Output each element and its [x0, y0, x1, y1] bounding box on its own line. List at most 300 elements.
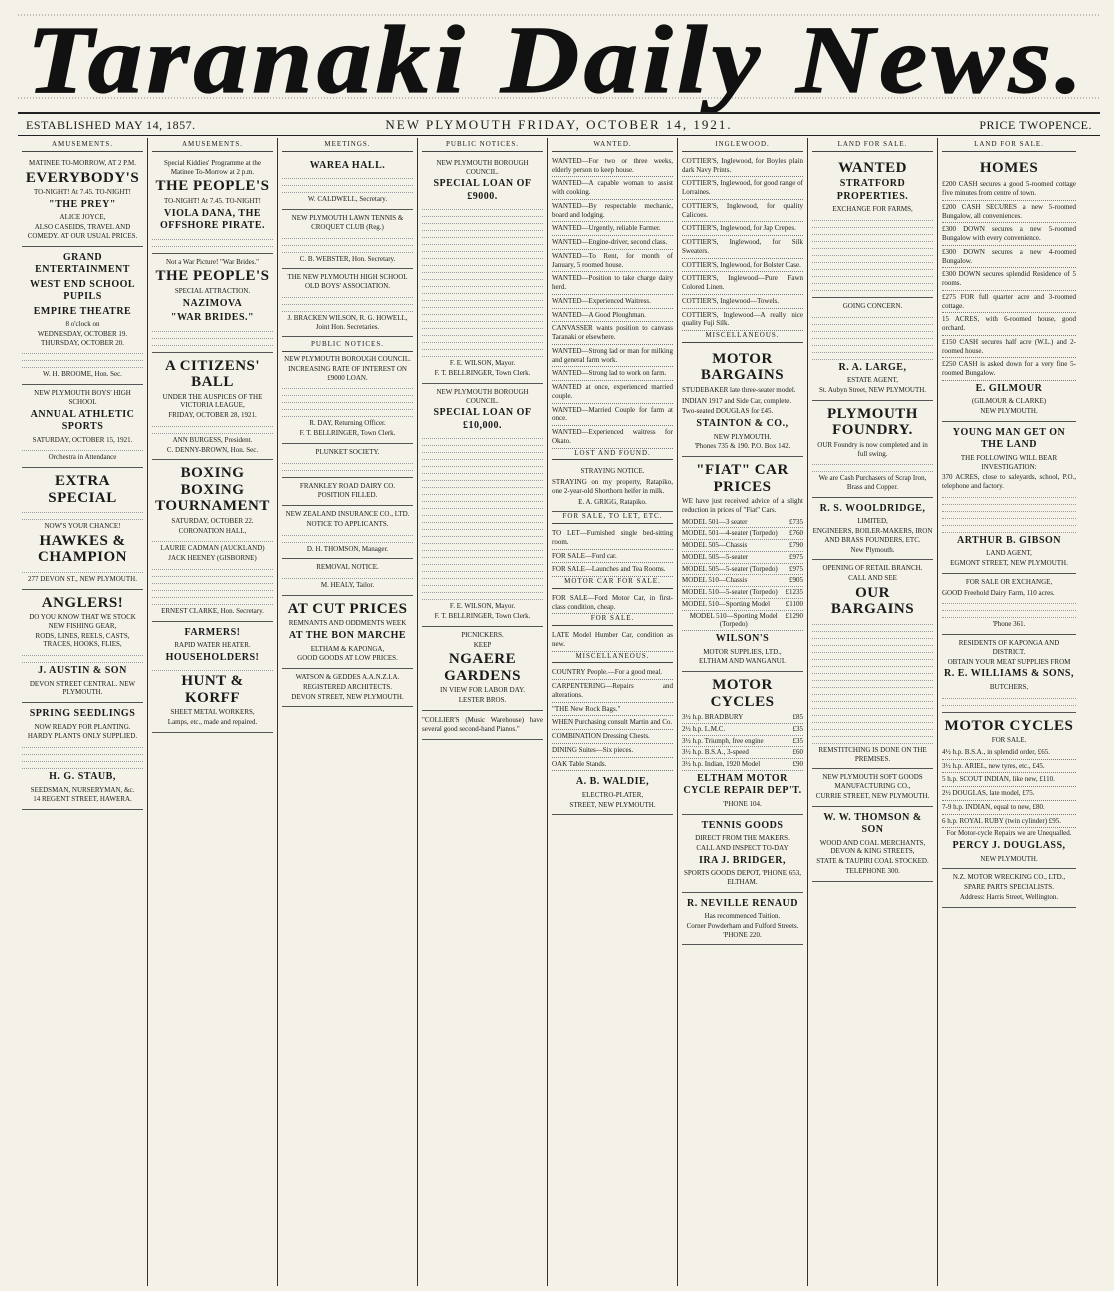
boxing-tournament-ad	[152, 460, 273, 621]
list-item: CARPENTERING—Repairs and alterations.	[552, 680, 673, 703]
neville-renaud-ad	[682, 893, 803, 946]
columns	[18, 138, 1100, 1286]
ad-line: IN VIEW FOR LABOR DAY.	[439, 686, 526, 695]
model-price: £735	[789, 517, 803, 526]
section-heading: LOST AND FOUND.	[552, 449, 673, 461]
ad-line: GOOD Freehold Dairy Farm, 110 acres.	[942, 588, 1055, 597]
list-item: WHEN Purchasing consult Martin and Co.	[552, 716, 673, 730]
ad-line: "THE PREY"	[49, 198, 116, 210]
price-row	[682, 540, 803, 552]
ad-line: EGMONT STREET, NEW PLYMOUTH.	[950, 559, 1068, 567]
list-item: TO LET—Furnished single bed-sitting room.	[552, 527, 673, 550]
ad-line: REGISTERED ARCHITECTS.	[302, 682, 393, 691]
ad-line: F. T. BELLRINGER, Town Clerk.	[434, 369, 531, 377]
price-row	[682, 528, 803, 540]
list-item: £200 CASH SECURES a new 5-roomed Bungalow, all conveniences.	[942, 201, 1076, 224]
model-name: MODEL 510—Chassis	[682, 576, 748, 585]
section-heading: MISCELLANEOUS.	[552, 652, 673, 664]
model-price: £35	[792, 724, 803, 733]
ad-title: STAINTON & CO.,	[696, 418, 789, 429]
ad-title: WILSON'S	[715, 633, 770, 644]
ad-line: J. BRACKEN WILSON, R. G. HOWELL, Joint Hon. Secretaries.	[287, 313, 408, 331]
ad-title: EVERYBODY'S	[25, 169, 140, 186]
ad-line: WEDNESDAY, OCTOBER 19. THURSDAY, OCTOBER 20.	[37, 329, 128, 347]
model-price: £975	[789, 552, 803, 561]
wanted-list	[552, 155, 673, 449]
list-item: WANTED—A capable woman to assist with cooking.	[552, 177, 673, 200]
ad-line: TELEPHONE 300.	[845, 866, 900, 875]
ad-line: NOW READY FOR PLANTING.	[34, 722, 131, 731]
ad-line: 'Phone 361.	[992, 620, 1026, 629]
ad-title: WANTED	[838, 159, 907, 176]
established-date: ESTABLISHED MAY 14, 1857.	[26, 118, 196, 132]
column-heading: LAND FOR SALE.	[942, 140, 1076, 152]
ad-title: THE NEW PLYMOUTH HIGH SCHOOL OLD BOYS' ASSOCIATION.	[287, 273, 408, 290]
ad-line: ANN BURGESS, President.	[172, 435, 253, 444]
thomson-coal-ad	[812, 807, 933, 882]
ad-line: 8 o'clock on	[65, 320, 100, 328]
ad-line: HARDY PLANTS ONLY SUPPLIED.	[27, 732, 138, 741]
ad-line: NOTICE TO APPLICANTS.	[306, 519, 389, 528]
price-row	[682, 736, 803, 748]
model-price: £760	[789, 529, 803, 538]
ad-line: D. H. THOMSON, Manager.	[306, 544, 389, 553]
ad-line: SATURDAY, OCTOBER 15, 1921.	[32, 435, 133, 444]
list-item: WANTED—Experienced waitress for Okato.	[552, 426, 673, 449]
column-1	[18, 138, 148, 1286]
price-row	[682, 552, 803, 564]
ad-title: A. B. WALDIE,	[575, 776, 650, 788]
kaponga-butchers-ad	[942, 635, 1076, 713]
ad-title: R. E. WILLIAMS & SONS,	[943, 668, 1074, 680]
column-heading: PUBLIC NOTICES.	[422, 140, 543, 152]
ad-line: ELTHAM AND WANGANUI.	[699, 657, 786, 666]
ad-line: RESIDENTS OF KAPONGA AND DISTRICT.	[958, 639, 1060, 656]
list-item: WANTED—Married Couple for farm at once.	[552, 404, 673, 427]
model-name: MODEL 510—Sporting Model (Torpedo)	[689, 611, 778, 629]
ad-line: MATINEE TO-MORROW, AT 2 P.M.	[29, 158, 136, 167]
price-row	[682, 517, 803, 529]
ad-line: 14 REGENT STREET, HAWERA.	[33, 795, 132, 804]
column-3	[278, 138, 418, 1286]
ad-title: THE PEOPLE'S	[155, 268, 270, 285]
ad-line: F. E. WILSON, Mayor.	[449, 602, 516, 611]
ad-line: ALSO CASEIDS, TRAVEL AND COMEDY. AT OUR USUAL PRICES.	[27, 223, 138, 240]
athletic-sports-ad	[22, 385, 143, 468]
ad-line: NAZIMOVA	[182, 297, 243, 309]
ad-line: REMNANTS AND ODDMENTS WEEK	[288, 619, 407, 628]
column-heading: AMUSEMENTS.	[22, 140, 143, 152]
ad-line: UNDER THE AUSPICES OF THE VICTORIA LEAGUE,	[162, 392, 263, 410]
section-heading: MISCELLANEOUS.	[682, 331, 803, 343]
ad-line: TO-NIGHT! At 7.45. TO-NIGHT!	[33, 188, 131, 196]
ad-line: MOTOR SUPPLIES, LTD.,	[703, 647, 782, 656]
ad-line: CURRIE STREET, NEW PLYMOUTH.	[815, 791, 930, 800]
list-item: 3½ h.p. ARIEL, new tyres, etc., £45.	[942, 760, 1076, 774]
model-price: £1290	[785, 611, 803, 620]
model-price: £85	[792, 713, 803, 721]
ad-line: BUTCHERS,	[989, 682, 1029, 691]
list-item: 15 ACRES, with 6-roomed house, good orchard.	[942, 313, 1076, 336]
model-name: 3½ h.p. BRADBURY	[682, 713, 744, 721]
list-item: WANTED—Experienced Waitress.	[552, 295, 673, 309]
list-item: WANTED—A Good Ploughman.	[552, 309, 673, 323]
colliers-pianos-ad	[422, 711, 543, 741]
ad-line: NEW PLYMOUTH.	[980, 854, 1038, 863]
motor-bargains-ad	[682, 346, 803, 457]
ad-line: SPORTS GOODS DEPOT, 'PHONE 653, ELTHAM.	[683, 869, 801, 886]
ad-line: St. Aubyn Street, NEW PLYMOUTH.	[818, 386, 927, 394]
ad-line: KEEP	[473, 640, 492, 649]
watson-geddes-ad	[282, 669, 413, 707]
peoples-ad-2	[152, 254, 273, 353]
nz-insurance-notice	[282, 506, 413, 559]
ad-line: NEW PLYMOUTH.	[980, 407, 1038, 415]
model-price: £35	[792, 736, 803, 745]
masthead	[0, 0, 1114, 112]
ad-title: SPECIAL LOAN OF £9000.	[433, 178, 532, 202]
ad-line: Special Kiddies' Programme at the Matinee To-Morrow at 2 p.m.	[164, 158, 261, 176]
hunt-korff-ad	[152, 622, 273, 733]
column-heading: INGLEWOOD.	[682, 140, 803, 152]
ad-line: SPECIAL ATTRACTION.	[174, 286, 251, 295]
ad-title: THE PEOPLE'S	[155, 178, 270, 195]
column-heading: AMUSEMENTS.	[152, 140, 273, 152]
ad-title: MOTOR CYCLES	[710, 677, 775, 710]
ad-line: NEW PLYMOUTH BOROUGH COUNCIL.	[436, 387, 529, 405]
ad-line: GOOD GOODS AT LOW PRICES.	[297, 654, 398, 663]
ad-line: 370 ACRES, close to saleyards, school, P.O., telephone and factory.	[942, 473, 1076, 490]
ad-line: WEST END SCHOOL PUPILS	[29, 278, 136, 302]
ad-line: EMPIRE THEATRE	[33, 305, 132, 317]
motor-wrecking-ad	[942, 869, 1076, 907]
ad-line: CORONATION HALL,	[178, 526, 247, 535]
price-row	[682, 564, 803, 576]
ad-line: W. CALDWELL, Secretary.	[307, 195, 388, 204]
ad-line: STRATFORD PROPERTIES.	[836, 178, 909, 202]
ad-title: REMOVAL NOTICE.	[316, 563, 379, 572]
ad-line: Address: Harris Street, Wellington.	[959, 892, 1059, 901]
ad-line: JACK HEENEY (GISBORNE)	[168, 554, 257, 562]
list-item: WANTED—Position to take charge dairy herd.	[552, 272, 673, 295]
model-name: 2½ h.p. L.M.C.	[682, 724, 726, 733]
ad-line: CALL AND SEE	[848, 574, 897, 582]
model-name: 3½ h.p. Triumph, free engine	[682, 736, 764, 745]
ad-line: NEW PLYMOUTH BOROUGH COUNCIL.	[436, 158, 529, 176]
ad-line: H. G. STAUB,	[49, 771, 116, 782]
model-name: MODEL 501—3 seater	[682, 517, 748, 526]
ad-title: ANGLERS!	[41, 594, 124, 611]
ad-line: NOW'S YOUR CHANCE!	[44, 522, 121, 530]
list-item: OAK Table Stands.	[552, 758, 673, 772]
ad-line: Not a War Picture! "War Brides."	[165, 257, 260, 266]
model-price: £90	[792, 760, 803, 768]
ad-line: OBTAIN YOUR MEAT SUPPLIES FROM	[947, 657, 1071, 666]
list-item: £275 FOR full quarter acre and 3-roomed cottage.	[942, 291, 1076, 314]
ad-title: STRAYING NOTICE.	[580, 467, 645, 476]
soft-goods-ad	[812, 769, 933, 806]
ad-line: NEW PLYMOUTH BOYS' HIGH SCHOOL	[34, 389, 131, 406]
column-7	[808, 138, 938, 1286]
ad-line: C. B. WEBSTER, Hon. Secretary.	[299, 254, 396, 263]
list-item: WANTED—Strong lad to work on farm.	[552, 367, 673, 381]
model-name: 3½ h.p. B.S.A., 3-speed	[682, 748, 749, 757]
list-item: COTTIER'S, Inglewood—Towels.	[682, 295, 803, 309]
list-item: COTTIER'S, Inglewood—Pure Fawn Colored Linen.	[682, 272, 803, 295]
ad-line: RODS, LINES, REELS, CASTS, TRACES, HOOKS, FLIES,	[35, 631, 130, 649]
ad-title: MOTOR CYCLES	[944, 717, 1074, 734]
ad-line: R. DAY, Returning Officer.	[309, 419, 386, 428]
ad-line: STRAYING on my property, Ratapiko, one 2-year-old Shorthorn heifer in milk.	[552, 478, 673, 495]
list-item: COTTIER'S, Inglewood—A really nice quality Fuji Silk.	[682, 309, 803, 332]
ad-line: (GILMOUR & CLARKE)	[971, 397, 1047, 406]
ad-line: W. H. BROOME, Hon. Sec.	[43, 370, 122, 379]
model-price: £790	[789, 541, 803, 549]
warea-hall-notice	[282, 155, 413, 210]
ad-line: VIOLA DANA, THE OFFSHORE PIRATE.	[159, 207, 266, 231]
extra-special-ad	[22, 468, 143, 590]
ad-title: NEW ZEALAND INSURANCE CO., LTD.	[285, 510, 410, 518]
ad-line: E. A. GRIGG, Ratapiko.	[578, 497, 647, 506]
ad-title: PLYMOUTH FOUNDRY.	[827, 405, 918, 439]
list-item: FOR SALE—Ford car.	[552, 550, 673, 564]
ad-title: HOMES	[979, 159, 1039, 176]
ad-title: R. NEVILLE RENAUD	[686, 897, 798, 909]
column-heading: WANTED.	[552, 140, 673, 152]
list-item: CANVASSER wants position to canvass Taranaki or elsewhere.	[552, 322, 673, 345]
grand-entertainment-ad	[22, 247, 143, 386]
model-price: £1235	[785, 588, 803, 596]
list-item: COTTIER'S, Inglewood, for quality Calicoes.	[682, 200, 803, 223]
plymouth-foundry-ad	[812, 401, 933, 498]
price-row	[682, 611, 803, 632]
ad-line: ALICE JOYCE,	[59, 213, 106, 222]
ad-line: NEW PLYMOUTH BOROUGH COUNCIL.	[284, 355, 411, 363]
wanted-stratford-ad	[812, 155, 933, 298]
ad-line: 'PHONE 104.	[723, 799, 762, 808]
ad-title: J. AUSTIN & SON	[38, 665, 127, 676]
ad-line: SHEET METAL WORKERS,	[170, 708, 255, 717]
ad-title: BOXING BOXING TOURNAMENT	[155, 465, 270, 515]
list-item: COTTIER'S, Inglewood, for Silk Sweaters.	[682, 236, 803, 259]
model-price: £60	[792, 748, 803, 757]
spring-seedlings-ad	[22, 703, 143, 810]
ad-line: INCREASING RATE OF INTEREST ON £9000 LOAN.	[288, 364, 407, 382]
ad-title: HUNT & KORFF	[181, 673, 244, 706]
ad-line: ESTATE AGENT,	[846, 376, 899, 385]
borough-interest-notice	[282, 337, 413, 444]
ad-line: CALL AND INSPECT TO-DAY	[696, 843, 789, 852]
masthead-graphic	[0, 0, 1114, 112]
everybodys-ad	[22, 155, 143, 247]
bon-marche-ad	[282, 596, 413, 669]
section-heading: MOTOR CAR FOR SALE.	[552, 577, 673, 589]
ad-title: PERCY J. DOUGLASS,	[952, 840, 1066, 851]
list-item: 4½ h.p. B.S.A., in splendid order, £65.	[942, 746, 1076, 760]
ad-title: GOING CONCERN.	[842, 302, 903, 310]
ad-title: A CITIZENS' BALL	[164, 357, 261, 390]
ad-title: "FIAT" CAR PRICES	[696, 462, 789, 495]
ad-line: PICNICKERS.	[461, 630, 504, 639]
ad-line: New Plymouth.	[850, 545, 895, 554]
ad-line: POSITION FILLED.	[317, 491, 378, 500]
ad-line: DIRECT FROM THE MAKERS.	[695, 834, 790, 842]
section-heading: FOR SALE, TO LET, ETC.	[552, 512, 673, 524]
ad-line: ERNEST CLARKE, Hon. Secretary.	[161, 606, 264, 615]
ad-title: ANNUAL ATHLETIC SPORTS	[30, 408, 135, 432]
anglers-ad	[22, 590, 143, 704]
column-8	[938, 138, 1080, 1286]
list-item: COTTIER'S, Inglewood, for Boyles plain dark Navy Prints.	[682, 155, 803, 178]
ad-line: SATURDAY, OCTOBER 22.	[171, 516, 254, 525]
ad-title: PLUNKET SOCIETY.	[315, 447, 380, 456]
ad-line: OUR Foundry is now completed and in full swing.	[817, 440, 928, 458]
model-name: 3½ h.p. Indian, 1920 Model	[682, 760, 761, 768]
cottiers-list	[682, 155, 803, 331]
ad-title: MOTOR BARGAINS	[700, 350, 785, 384]
ad-line: Has recommenced Tuition.	[704, 912, 781, 920]
ngaere-gardens-ad	[422, 627, 543, 711]
special-loan-10000-notice	[422, 384, 543, 627]
ad-line: 277 DEVON ST., NEW PLYMOUTH.	[28, 574, 137, 583]
column-heading: MEETINGS.	[282, 140, 413, 152]
list-item: £150 CASH secures half acre (W.L.) and 2-roomed house.	[942, 336, 1076, 359]
ad-line: STREET, NEW PLYMOUTH.	[569, 800, 656, 809]
frankley-dairy-notice	[282, 478, 413, 507]
ad-line: HOUSEHOLDERS!	[165, 651, 260, 663]
special-loan-9000-notice	[422, 155, 543, 384]
dateline	[18, 112, 1100, 136]
ad-title: OUR BARGAINS	[830, 584, 915, 618]
model-price: £975	[789, 564, 803, 573]
masthead-title: Taranaki Daily News.	[27, 6, 1087, 112]
ad-line: "COLLIER'S (Music Warehouse) have several good second-hand Pianos."	[422, 715, 543, 733]
model-name: MODEL 505—Chassis	[682, 541, 748, 549]
old-boys-notice	[282, 269, 413, 337]
ad-title: YOUNG MAN GET ON THE LAND	[952, 426, 1066, 451]
model-price: £905	[789, 576, 803, 585]
section-heading: FOR SALE.	[552, 614, 673, 626]
douglass-cycles-ad	[942, 713, 1076, 870]
ad-title: ARTHUR B. GIBSON	[956, 534, 1062, 546]
ad-title: R. A. LARGE,	[838, 361, 907, 373]
price-row	[682, 747, 803, 759]
list-item: COTTIER'S, Inglewood, for good range of Lorraines.	[682, 177, 803, 200]
ad-line: TO-NIGHT! At 7.45. TO-NIGHT!	[163, 196, 261, 205]
list-item: WANTED—By respectable mechanic, board and lodging.	[552, 200, 673, 223]
list-item: DINING Suites—Six pieces.	[552, 744, 673, 758]
model-name: MODEL 505—5-seater	[682, 552, 749, 561]
model-name: MODEL 505—5-seater (Torpedo)	[682, 564, 778, 573]
ad-line: OPENING OF RETAIL BRANCH.	[822, 564, 923, 573]
list-item: WANTED—To Rent, for month of January, 5 roomed house.	[552, 250, 673, 273]
list-item: COTTIER'S, Inglewood, for Jap Crepes.	[682, 222, 803, 236]
ad-line: THE FOLLOWING WILL BEAR INVESTIGATION:	[960, 453, 1058, 471]
ad-line: Orchestra in Attendance	[48, 453, 117, 462]
list-item: WANTED at once, experienced married couple.	[552, 381, 673, 404]
ad-line: LIMITED,	[857, 517, 888, 526]
ad-line: Corner Powderham and Fulford Streets. 'PHONE 220.	[686, 921, 799, 939]
our-bargains-ad	[812, 560, 933, 769]
ad-line: STUDEBAKER late three-seater model.	[682, 385, 796, 394]
list-item: FOR SALE—Ford Motor Car, in first-class condition, cheap.	[552, 592, 673, 615]
ad-line: SEEDSMAN, NURSERYMAN, &c.	[30, 785, 135, 794]
ad-line: Two-seated DOUGLAS for £45.	[682, 407, 774, 416]
list-item: £300 DOWN secures splendid Residence of 5 rooms.	[942, 268, 1076, 291]
list-item: WANTED—For two or three weeks, elderly person to keep house.	[552, 155, 673, 178]
fiat-prices-ad	[682, 457, 803, 672]
ad-line: IRA J. BRIDGER,	[699, 854, 786, 866]
ad-line: M. HEALY, Tailor.	[320, 581, 375, 589]
ad-title: FARMERS!	[184, 626, 241, 638]
ad-line: WE have just received advice of a slight reduction in prices of "Fiat" Cars.	[682, 497, 803, 514]
ad-title: TENNIS GOODS	[701, 819, 784, 831]
price-row	[682, 575, 803, 587]
ad-line: SPARE PARTS SPECIALISTS.	[964, 883, 1054, 891]
model-name: MODEL 510—5-seater (Torpedo)	[682, 588, 778, 596]
ad-title: HAWKES & CHAMPION	[38, 532, 127, 566]
straying-notice	[552, 463, 673, 512]
ad-title: SPECIAL LOAN OF £10,000.	[433, 407, 532, 431]
ad-line: WOOD AND COAL MERCHANTS, DEVON & KING STREETS,	[819, 838, 926, 856]
waldie-ad	[552, 771, 673, 815]
ad-line: FRIDAY, OCTOBER 28, 1921.	[168, 411, 257, 419]
ad-line: For Motor-cycle Repairs we are Unequalled.	[946, 829, 1072, 838]
citizens-ball-ad	[152, 353, 273, 461]
ad-title: NEW PLYMOUTH SOFT GOODS MANUFACTURING CO.,	[822, 773, 923, 790]
sale-or-exchange-ad	[942, 574, 1076, 635]
ad-line: We are Cash Purchasers of Scrap Iron, Brass and Copper.	[818, 474, 927, 491]
ad-title: WAREA HALL.	[309, 159, 386, 171]
motor-cycles-ad	[682, 672, 803, 815]
young-man-ad	[942, 422, 1076, 574]
peoples-ad-1	[152, 155, 273, 254]
model-name: MODEL 510—Sporting Model	[682, 599, 771, 608]
ad-line: DEVON STREET CENTRAL. NEW PLYMOUTH.	[29, 679, 136, 697]
ad-line: DEVON STREET, NEW PLYMOUTH.	[291, 692, 404, 701]
ad-title: FOR SALE OR EXCHANGE,	[965, 577, 1053, 586]
ad-title: SPRING SEEDLINGS	[29, 708, 136, 719]
column-6	[678, 138, 808, 1286]
list-item: COUNTRY People.—For a good meal.	[552, 666, 673, 680]
ad-line: WATSON & GEDDES A.A.N.Z.I.A.	[295, 673, 400, 681]
wooldridge-ad	[812, 498, 933, 561]
ad-line: 'Phones 735 & 190. P.O. Box 142.	[694, 442, 791, 451]
ad-line: C. DENNY-BROWN, Hon. Sec.	[166, 445, 259, 454]
ad-title: N.Z. MOTOR WRECKING CO., LTD.,	[952, 873, 1066, 882]
removal-notice	[282, 559, 413, 596]
ad-title: FRANKLEY ROAD DAIRY CO.	[299, 481, 396, 490]
ad-line: LESTER BROS.	[458, 696, 507, 704]
section-heading: PUBLIC NOTICES.	[282, 340, 413, 352]
list-item: WANTED—Urgently, reliable Farmer.	[552, 222, 673, 236]
place-and-date: NEW PLYMOUTH FRIDAY, OCTOBER 14, 1921.	[385, 117, 733, 132]
homes-ad	[942, 155, 1076, 422]
ad-line: ELTHAM & KAPONGA,	[310, 644, 385, 653]
going-concern-ad	[812, 298, 933, 401]
model-price: £1100	[785, 599, 803, 608]
list-item: 7-9 h.p. INDIAN, equal to new, £80.	[942, 801, 1076, 815]
list-item: £300 DOWN secures a new 5-roomed Bungalow with every convenience.	[942, 223, 1076, 246]
list-item: WANTED—Engine-driver, second class.	[552, 236, 673, 250]
model-name: MODEL 501—4-seater (Torpedo)	[682, 529, 778, 538]
ad-line: FOR SALE.	[991, 736, 1027, 744]
column-4	[418, 138, 548, 1286]
ad-line: RAPID WATER HEATER.	[174, 641, 251, 649]
price-row	[682, 724, 803, 736]
ad-title: E. GILMOUR	[975, 382, 1043, 394]
issue-price: PRICE TWOPENCE.	[979, 118, 1092, 132]
